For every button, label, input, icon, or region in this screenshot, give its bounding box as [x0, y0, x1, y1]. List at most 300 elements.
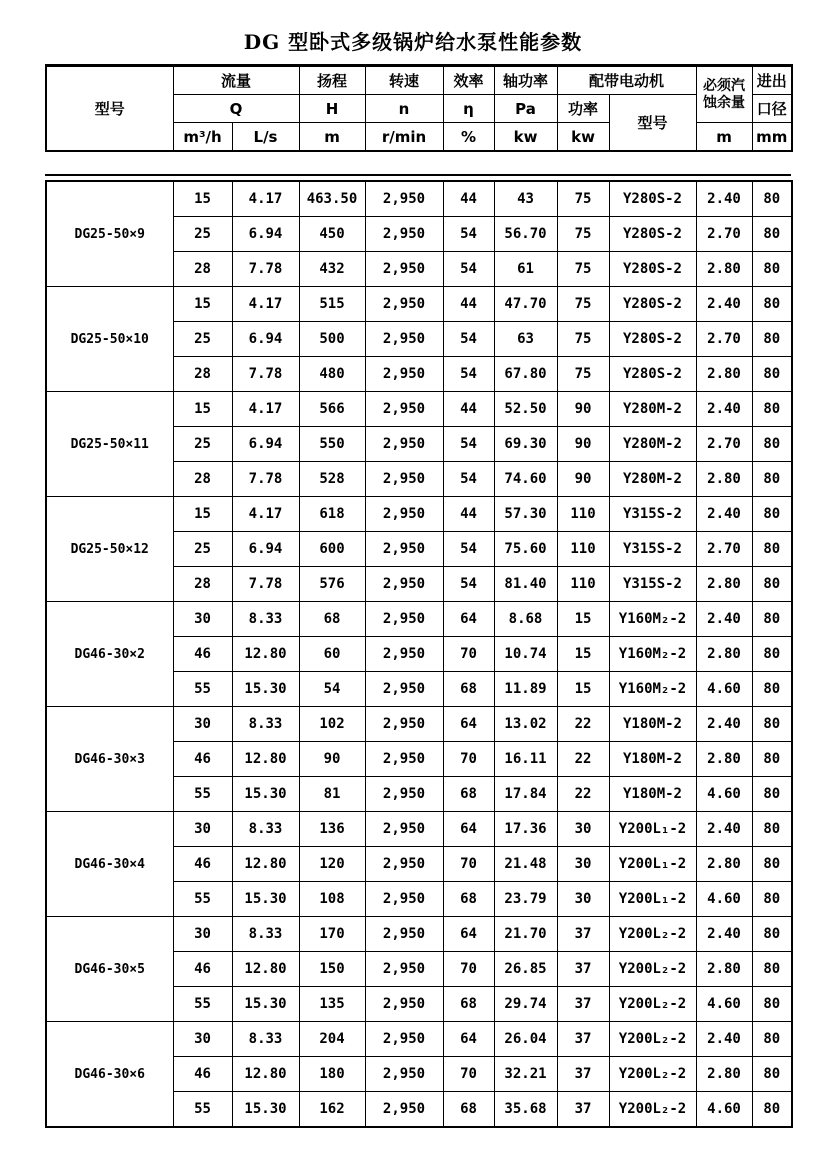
cell-shaft-power-kw: 10.74 [494, 637, 557, 672]
cell-speed-rpm: 2,950 [365, 287, 443, 322]
cell-port-mm: 80 [752, 742, 792, 777]
header-pump-model: 型号 [46, 66, 173, 152]
cell-efficiency-pct: 64 [443, 812, 494, 847]
cell-motor-power-kw: 15 [557, 672, 609, 707]
cell-npsh-m: 4.60 [696, 987, 752, 1022]
cell-motor-model: Y200L₂-2 [609, 987, 696, 1022]
header-motor: 配带电动机 [557, 66, 696, 95]
cell-npsh-m: 2.40 [696, 917, 752, 952]
header-npsh-line2: 蚀余量 [703, 94, 746, 111]
cell-speed-rpm: 2,950 [365, 567, 443, 602]
cell-flow-ls: 8.33 [232, 812, 299, 847]
cell-motor-power-kw: 90 [557, 392, 609, 427]
cell-npsh-m: 2.80 [696, 1057, 752, 1092]
cell-speed-rpm: 2,950 [365, 1022, 443, 1057]
cell-shaft-power-kw: 21.70 [494, 917, 557, 952]
header-head-symbol: H [299, 95, 365, 123]
table-row [46, 497, 792, 532]
cell-port-mm: 80 [752, 217, 792, 252]
cell-speed-rpm: 2,950 [365, 882, 443, 917]
cell-efficiency-pct: 64 [443, 602, 494, 637]
cell-head-m: 102 [299, 707, 365, 742]
cell-motor-model: Y200L₁-2 [609, 882, 696, 917]
cell-efficiency-pct: 54 [443, 357, 494, 392]
cell-motor-power-kw: 37 [557, 1092, 609, 1128]
cell-head-m: 566 [299, 392, 365, 427]
cell-flow-m3h: 15 [173, 287, 232, 322]
cell-flow-ls: 8.33 [232, 1022, 299, 1057]
header-flow: 流量 [173, 66, 299, 95]
cell-head-m: 463.50 [299, 181, 365, 217]
cell-flow-ls: 15.30 [232, 882, 299, 917]
cell-motor-power-kw: 30 [557, 882, 609, 917]
cell-head-m: 576 [299, 567, 365, 602]
cell-motor-model: Y160M₂-2 [609, 602, 696, 637]
cell-shaft-power-kw: 16.11 [494, 742, 557, 777]
cell-motor-power-kw: 22 [557, 707, 609, 742]
cell-shaft-power-kw: 35.68 [494, 1092, 557, 1128]
cell-flow-ls: 15.30 [232, 777, 299, 812]
cell-flow-m3h: 15 [173, 497, 232, 532]
cell-efficiency-pct: 64 [443, 1022, 494, 1057]
cell-flow-ls: 4.17 [232, 181, 299, 217]
cell-shaft-power-kw: 11.89 [494, 672, 557, 707]
header-unit-npsh-m: m [696, 123, 752, 152]
cell-flow-m3h: 25 [173, 217, 232, 252]
cell-motor-model: Y200L₂-2 [609, 1022, 696, 1057]
cell-npsh-m: 2.80 [696, 252, 752, 287]
cell-shaft-power-kw: 67.80 [494, 357, 557, 392]
cell-motor-power-kw: 110 [557, 567, 609, 602]
cell-efficiency-pct: 70 [443, 952, 494, 987]
cell-speed-rpm: 2,950 [365, 847, 443, 882]
cell-efficiency-pct: 54 [443, 567, 494, 602]
cell-speed-rpm: 2,950 [365, 987, 443, 1022]
cell-motor-power-kw: 75 [557, 357, 609, 392]
pump-model-cell: DG46-30×2 [46, 602, 173, 707]
cell-motor-power-kw: 75 [557, 287, 609, 322]
cell-flow-m3h: 55 [173, 1092, 232, 1128]
header-shaft-power-symbol: Pa [494, 95, 557, 123]
cell-efficiency-pct: 68 [443, 672, 494, 707]
pump-model-cell: DG46-30×4 [46, 812, 173, 917]
document-title: DG 型卧式多级锅炉给水泵性能参数 [243, 30, 583, 54]
cell-shaft-power-kw: 52.50 [494, 392, 557, 427]
cell-flow-ls: 12.80 [232, 742, 299, 777]
header-unit-ls: L/s [232, 123, 299, 152]
cell-head-m: 68 [299, 602, 365, 637]
cell-npsh-m: 2.40 [696, 287, 752, 322]
header-npsh [696, 66, 752, 123]
cell-motor-power-kw: 110 [557, 532, 609, 567]
cell-efficiency-pct: 44 [443, 181, 494, 217]
cell-shaft-power-kw: 56.70 [494, 217, 557, 252]
cell-speed-rpm: 2,950 [365, 1057, 443, 1092]
cell-port-mm: 80 [752, 567, 792, 602]
cell-speed-rpm: 2,950 [365, 462, 443, 497]
cell-efficiency-pct: 68 [443, 777, 494, 812]
cell-npsh-m: 2.40 [696, 707, 752, 742]
cell-motor-model: Y200L₂-2 [609, 952, 696, 987]
cell-npsh-m: 2.40 [696, 602, 752, 637]
separator-rule [45, 174, 791, 176]
cell-flow-ls: 7.78 [232, 567, 299, 602]
cell-motor-power-kw: 37 [557, 917, 609, 952]
cell-shaft-power-kw: 61 [494, 252, 557, 287]
cell-port-mm: 80 [752, 532, 792, 567]
cell-motor-power-kw: 22 [557, 777, 609, 812]
table-row [46, 602, 792, 637]
cell-flow-ls: 7.78 [232, 252, 299, 287]
cell-efficiency-pct: 54 [443, 217, 494, 252]
cell-motor-power-kw: 37 [557, 1057, 609, 1092]
header-port-line2: 口径 [752, 95, 792, 123]
cell-shaft-power-kw: 81.40 [494, 567, 557, 602]
cell-efficiency-pct: 68 [443, 1092, 494, 1128]
table-row [46, 287, 792, 322]
cell-port-mm: 80 [752, 812, 792, 847]
cell-motor-power-kw: 37 [557, 987, 609, 1022]
cell-npsh-m: 2.40 [696, 497, 752, 532]
header-efficiency-symbol: η [443, 95, 494, 123]
cell-port-mm: 80 [752, 952, 792, 987]
cell-motor-model: Y280S-2 [609, 217, 696, 252]
cell-shaft-power-kw: 17.36 [494, 812, 557, 847]
cell-flow-ls: 6.94 [232, 217, 299, 252]
cell-flow-ls: 12.80 [232, 847, 299, 882]
cell-motor-model: Y280S-2 [609, 357, 696, 392]
cell-flow-m3h: 30 [173, 917, 232, 952]
cell-npsh-m: 2.70 [696, 427, 752, 462]
cell-motor-power-kw: 75 [557, 181, 609, 217]
cell-speed-rpm: 2,950 [365, 392, 443, 427]
cell-speed-rpm: 2,950 [365, 952, 443, 987]
cell-head-m: 550 [299, 427, 365, 462]
pump-model-cell: DG25-50×9 [46, 181, 173, 287]
cell-flow-m3h: 28 [173, 252, 232, 287]
cell-flow-ls: 15.30 [232, 987, 299, 1022]
cell-head-m: 135 [299, 987, 365, 1022]
cell-shaft-power-kw: 57.30 [494, 497, 557, 532]
cell-motor-model: Y315S-2 [609, 532, 696, 567]
cell-motor-model: Y280S-2 [609, 287, 696, 322]
header-table [45, 64, 793, 152]
cell-head-m: 600 [299, 532, 365, 567]
cell-motor-model: Y200L₂-2 [609, 1092, 696, 1128]
cell-flow-ls: 8.33 [232, 917, 299, 952]
cell-head-m: 515 [299, 287, 365, 322]
cell-port-mm: 80 [752, 847, 792, 882]
cell-motor-model: Y200L₁-2 [609, 812, 696, 847]
cell-port-mm: 80 [752, 602, 792, 637]
cell-head-m: 136 [299, 812, 365, 847]
pump-model-cell: DG25-50×11 [46, 392, 173, 497]
cell-npsh-m: 4.60 [696, 1092, 752, 1128]
cell-motor-model: Y280S-2 [609, 322, 696, 357]
header-motor-power: 功率 [557, 95, 609, 123]
cell-npsh-m: 4.60 [696, 777, 752, 812]
cell-speed-rpm: 2,950 [365, 252, 443, 287]
cell-npsh-m: 2.80 [696, 637, 752, 672]
cell-npsh-m: 2.80 [696, 847, 752, 882]
cell-flow-m3h: 55 [173, 672, 232, 707]
cell-flow-m3h: 46 [173, 637, 232, 672]
cell-motor-power-kw: 15 [557, 637, 609, 672]
cell-efficiency-pct: 70 [443, 742, 494, 777]
header-shaft-power: 轴功率 [494, 66, 557, 95]
cell-speed-rpm: 2,950 [365, 812, 443, 847]
header-unit-m3h: m³/h [173, 123, 232, 152]
cell-npsh-m: 4.60 [696, 882, 752, 917]
header-unit-rpm: r/min [365, 123, 443, 152]
pump-model-cell: DG46-30×5 [46, 917, 173, 1022]
cell-shaft-power-kw: 32.21 [494, 1057, 557, 1092]
cell-flow-m3h: 55 [173, 882, 232, 917]
cell-speed-rpm: 2,950 [365, 672, 443, 707]
cell-motor-power-kw: 90 [557, 427, 609, 462]
cell-npsh-m: 2.80 [696, 357, 752, 392]
header-unit-pct: % [443, 123, 494, 152]
cell-speed-rpm: 2,950 [365, 217, 443, 252]
cell-speed-rpm: 2,950 [365, 532, 443, 567]
cell-flow-ls: 12.80 [232, 1057, 299, 1092]
cell-speed-rpm: 2,950 [365, 777, 443, 812]
cell-flow-ls: 4.17 [232, 287, 299, 322]
cell-port-mm: 80 [752, 357, 792, 392]
cell-motor-model: Y160M₂-2 [609, 672, 696, 707]
cell-efficiency-pct: 64 [443, 917, 494, 952]
cell-flow-ls: 6.94 [232, 427, 299, 462]
cell-port-mm: 80 [752, 917, 792, 952]
cell-flow-m3h: 25 [173, 322, 232, 357]
cell-port-mm: 80 [752, 497, 792, 532]
cell-shaft-power-kw: 75.60 [494, 532, 557, 567]
cell-head-m: 81 [299, 777, 365, 812]
cell-shaft-power-kw: 74.60 [494, 462, 557, 497]
cell-head-m: 60 [299, 637, 365, 672]
cell-head-m: 500 [299, 322, 365, 357]
cell-motor-power-kw: 110 [557, 497, 609, 532]
cell-shaft-power-kw: 26.04 [494, 1022, 557, 1057]
cell-speed-rpm: 2,950 [365, 497, 443, 532]
cell-shaft-power-kw: 21.48 [494, 847, 557, 882]
cell-flow-m3h: 15 [173, 181, 232, 217]
cell-shaft-power-kw: 23.79 [494, 882, 557, 917]
cell-speed-rpm: 2,950 [365, 637, 443, 672]
cell-speed-rpm: 2,950 [365, 181, 443, 217]
cell-efficiency-pct: 54 [443, 427, 494, 462]
data-table [45, 180, 793, 1128]
cell-efficiency-pct: 54 [443, 322, 494, 357]
cell-efficiency-pct: 44 [443, 392, 494, 427]
cell-motor-power-kw: 37 [557, 1022, 609, 1057]
cell-flow-m3h: 46 [173, 742, 232, 777]
cell-port-mm: 80 [752, 1057, 792, 1092]
cell-speed-rpm: 2,950 [365, 322, 443, 357]
cell-shaft-power-kw: 29.74 [494, 987, 557, 1022]
cell-head-m: 170 [299, 917, 365, 952]
cell-motor-model: Y280M-2 [609, 427, 696, 462]
header-npsh-line1: 必须汽 [703, 77, 746, 94]
cell-shaft-power-kw: 8.68 [494, 602, 557, 637]
header-motor-model: 型号 [609, 95, 696, 152]
cell-speed-rpm: 2,950 [365, 357, 443, 392]
cell-port-mm: 80 [752, 987, 792, 1022]
table-row [46, 181, 792, 217]
cell-flow-ls: 4.17 [232, 392, 299, 427]
cell-speed-rpm: 2,950 [365, 917, 443, 952]
cell-head-m: 450 [299, 217, 365, 252]
cell-efficiency-pct: 54 [443, 252, 494, 287]
cell-motor-model: Y315S-2 [609, 567, 696, 602]
cell-shaft-power-kw: 47.70 [494, 287, 557, 322]
cell-npsh-m: 2.40 [696, 812, 752, 847]
cell-flow-m3h: 46 [173, 1057, 232, 1092]
cell-npsh-m: 4.60 [696, 672, 752, 707]
cell-head-m: 90 [299, 742, 365, 777]
cell-efficiency-pct: 44 [443, 497, 494, 532]
data-table-body [46, 181, 792, 1127]
cell-motor-model: Y280S-2 [609, 252, 696, 287]
cell-port-mm: 80 [752, 287, 792, 322]
cell-port-mm: 80 [752, 777, 792, 812]
table-row [46, 812, 792, 847]
cell-flow-m3h: 46 [173, 952, 232, 987]
cell-port-mm: 80 [752, 392, 792, 427]
cell-motor-model: Y315S-2 [609, 497, 696, 532]
header-speed: 转速 [365, 66, 443, 95]
cell-motor-model: Y200L₁-2 [609, 847, 696, 882]
cell-head-m: 162 [299, 1092, 365, 1128]
table-row [46, 917, 792, 952]
cell-motor-power-kw: 30 [557, 847, 609, 882]
cell-head-m: 480 [299, 357, 365, 392]
cell-port-mm: 80 [752, 1092, 792, 1128]
cell-speed-rpm: 2,950 [365, 602, 443, 637]
table-row [46, 392, 792, 427]
cell-flow-ls: 12.80 [232, 952, 299, 987]
cell-flow-ls: 8.33 [232, 707, 299, 742]
cell-shaft-power-kw: 13.02 [494, 707, 557, 742]
cell-head-m: 108 [299, 882, 365, 917]
cell-motor-model: Y180M-2 [609, 777, 696, 812]
cell-motor-model: Y280M-2 [609, 462, 696, 497]
cell-efficiency-pct: 44 [443, 287, 494, 322]
cell-flow-ls: 6.94 [232, 322, 299, 357]
header-unit-mm: mm [752, 123, 792, 152]
cell-motor-model: Y200L₂-2 [609, 917, 696, 952]
cell-port-mm: 80 [752, 462, 792, 497]
cell-flow-m3h: 30 [173, 1022, 232, 1057]
cell-efficiency-pct: 68 [443, 987, 494, 1022]
cell-flow-m3h: 25 [173, 427, 232, 462]
cell-npsh-m: 2.40 [696, 1022, 752, 1057]
cell-flow-ls: 15.30 [232, 672, 299, 707]
cell-efficiency-pct: 68 [443, 882, 494, 917]
cell-motor-power-kw: 37 [557, 952, 609, 987]
cell-motor-power-kw: 22 [557, 742, 609, 777]
header-unit-kw-shaft: kw [494, 123, 557, 152]
header-head: 扬程 [299, 66, 365, 95]
header-flow-symbol: Q [173, 95, 299, 123]
pump-model-cell: DG46-30×6 [46, 1022, 173, 1128]
cell-flow-m3h: 28 [173, 462, 232, 497]
cell-npsh-m: 2.40 [696, 181, 752, 217]
header-efficiency: 效率 [443, 66, 494, 95]
cell-efficiency-pct: 70 [443, 1057, 494, 1092]
cell-head-m: 150 [299, 952, 365, 987]
cell-npsh-m: 2.70 [696, 322, 752, 357]
cell-npsh-m: 2.80 [696, 462, 752, 497]
header-unit-m: m [299, 123, 365, 152]
header-port-line1: 进出 [752, 66, 792, 95]
cell-speed-rpm: 2,950 [365, 707, 443, 742]
cell-npsh-m: 2.70 [696, 532, 752, 567]
cell-flow-ls: 7.78 [232, 462, 299, 497]
table-row [46, 1022, 792, 1057]
cell-port-mm: 80 [752, 322, 792, 357]
cell-flow-m3h: 28 [173, 357, 232, 392]
cell-head-m: 120 [299, 847, 365, 882]
cell-shaft-power-kw: 26.85 [494, 952, 557, 987]
cell-head-m: 432 [299, 252, 365, 287]
cell-motor-power-kw: 75 [557, 322, 609, 357]
pump-model-cell: DG25-50×10 [46, 287, 173, 392]
cell-motor-model: Y280M-2 [609, 392, 696, 427]
cell-motor-model: Y180M-2 [609, 707, 696, 742]
cell-flow-m3h: 30 [173, 707, 232, 742]
cell-flow-ls: 6.94 [232, 532, 299, 567]
cell-efficiency-pct: 70 [443, 637, 494, 672]
cell-motor-model: Y280S-2 [609, 181, 696, 217]
cell-motor-power-kw: 15 [557, 602, 609, 637]
cell-npsh-m: 2.70 [696, 217, 752, 252]
cell-flow-m3h: 25 [173, 532, 232, 567]
cell-motor-power-kw: 30 [557, 812, 609, 847]
pump-model-cell: DG46-30×3 [46, 707, 173, 812]
cell-flow-ls: 4.17 [232, 497, 299, 532]
cell-flow-m3h: 28 [173, 567, 232, 602]
pump-model-cell: DG25-50×12 [46, 497, 173, 602]
cell-efficiency-pct: 54 [443, 532, 494, 567]
header-row-1 [46, 66, 792, 95]
cell-port-mm: 80 [752, 637, 792, 672]
cell-port-mm: 80 [752, 1022, 792, 1057]
cell-shaft-power-kw: 63 [494, 322, 557, 357]
cell-efficiency-pct: 64 [443, 707, 494, 742]
cell-port-mm: 80 [752, 252, 792, 287]
cell-head-m: 618 [299, 497, 365, 532]
cell-efficiency-pct: 70 [443, 847, 494, 882]
cell-port-mm: 80 [752, 882, 792, 917]
cell-shaft-power-kw: 17.84 [494, 777, 557, 812]
header-speed-symbol: n [365, 95, 443, 123]
cell-speed-rpm: 2,950 [365, 427, 443, 462]
cell-motor-power-kw: 75 [557, 217, 609, 252]
cell-port-mm: 80 [752, 672, 792, 707]
cell-flow-ls: 15.30 [232, 1092, 299, 1128]
cell-efficiency-pct: 54 [443, 462, 494, 497]
cell-shaft-power-kw: 43 [494, 181, 557, 217]
cell-npsh-m: 2.80 [696, 952, 752, 987]
cell-flow-m3h: 30 [173, 602, 232, 637]
cell-flow-m3h: 46 [173, 847, 232, 882]
cell-motor-power-kw: 90 [557, 462, 609, 497]
cell-port-mm: 80 [752, 427, 792, 462]
cell-npsh-m: 2.80 [696, 742, 752, 777]
cell-shaft-power-kw: 69.30 [494, 427, 557, 462]
cell-flow-m3h: 55 [173, 777, 232, 812]
